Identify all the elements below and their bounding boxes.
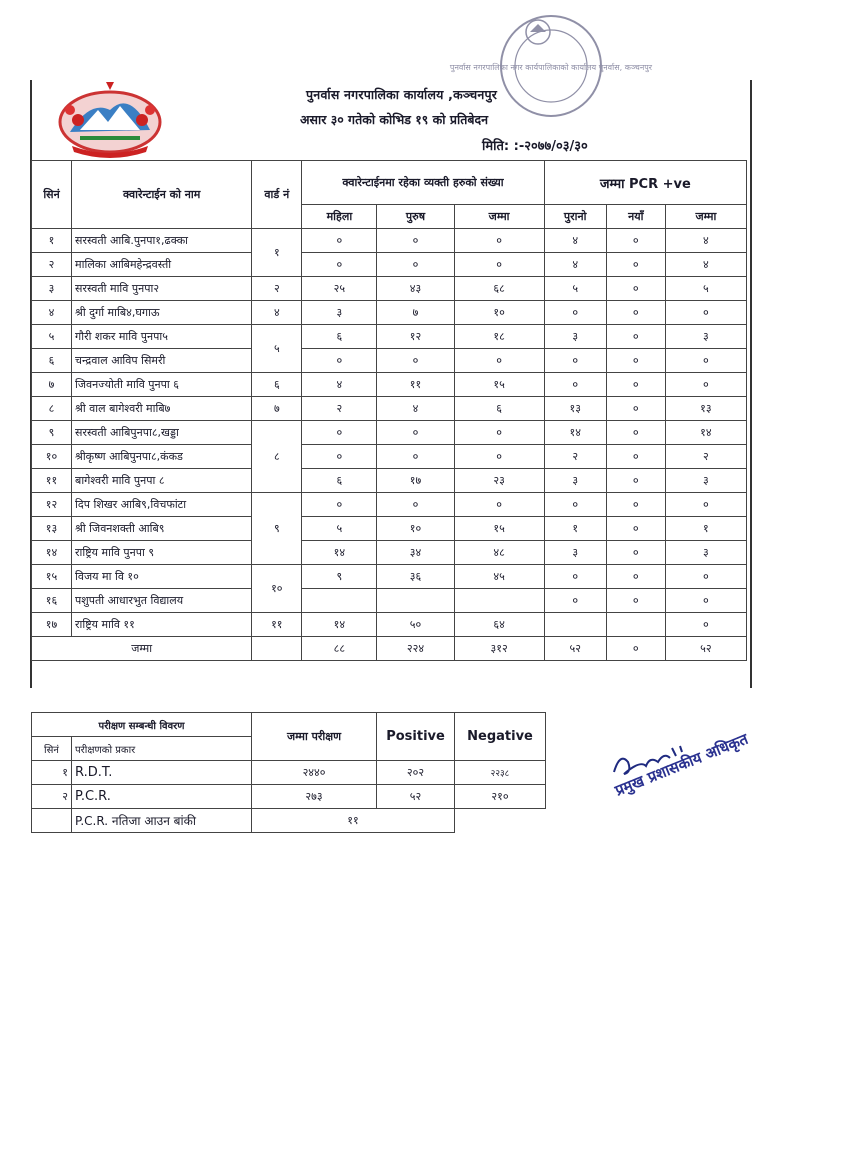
col-test-sn: सिनं <box>32 737 72 761</box>
row-new: ० <box>606 277 665 301</box>
row-sn: १३ <box>32 517 72 541</box>
report-subtitle: असार ३० गतेको कोभिड १९ को प्रतिबेदन <box>300 112 489 127</box>
row-new: ० <box>606 229 665 253</box>
row-pcr-total: ५ <box>665 277 746 301</box>
row-pcr-total: ० <box>665 373 746 397</box>
col-total-tests: जम्मा परीक्षण <box>252 713 377 761</box>
row-male: ७ <box>377 301 454 325</box>
table-row <box>32 469 747 493</box>
row-total: २३ <box>454 469 544 493</box>
row-female: ६ <box>302 325 377 349</box>
row-old: ० <box>544 493 606 517</box>
row-female: ० <box>302 493 377 517</box>
row-ward: ११ <box>252 613 302 637</box>
row-pcr-total: ० <box>665 493 746 517</box>
row-total: ० <box>454 493 544 517</box>
pending-value: ११ <box>252 809 455 833</box>
table-row <box>32 565 747 589</box>
row-sn: ८ <box>32 397 72 421</box>
nepal-emblem-logo <box>50 80 170 158</box>
row-new: ० <box>606 517 665 541</box>
row-total: १५ <box>454 373 544 397</box>
row-female: ३ <box>302 301 377 325</box>
table-row <box>32 517 747 541</box>
row-sn: ३ <box>32 277 72 301</box>
total-new: ० <box>606 637 665 661</box>
row-quarantine-name: श्री वाल बागेश्वरी माबि७ <box>72 397 252 421</box>
row-pcr-total: ० <box>665 565 746 589</box>
total-old: ५२ <box>544 637 606 661</box>
row-total: ४८ <box>454 541 544 565</box>
row-female: २ <box>302 397 377 421</box>
test-group-header: परीक्षण सम्बन्धी विवरण <box>32 713 252 737</box>
col-positive: Positive <box>377 713 455 761</box>
row-male: ३६ <box>377 565 454 589</box>
table-row <box>32 301 747 325</box>
total-row <box>32 637 747 661</box>
row-total: १० <box>454 301 544 325</box>
total-persons: ३१२ <box>454 637 544 661</box>
row-ward: ६ <box>252 373 302 397</box>
row-sn: ९ <box>32 421 72 445</box>
row-male: ४ <box>377 397 454 421</box>
row-ward: ८ <box>252 421 302 493</box>
pending-label: P.C.R. नतिजा आउन बांकी <box>72 809 252 833</box>
office-title: पुनर्वास नगरपालिका कार्यालय ,कञ्चनपुर <box>306 87 498 102</box>
row-pcr-total: १ <box>665 517 746 541</box>
row-old: ३ <box>544 325 606 349</box>
row-pcr-total: ३ <box>665 469 746 493</box>
row-quarantine-name: पशुपती आधारभुत विद्यालय <box>72 589 252 613</box>
row-total <box>454 589 544 613</box>
table-row <box>32 445 747 469</box>
row-old: १४ <box>544 421 606 445</box>
row-ward: ४ <box>252 301 302 325</box>
row-total: ६४ <box>454 613 544 637</box>
row-male: १० <box>377 517 454 541</box>
total-label: जम्मा <box>32 637 252 661</box>
row-male: ३४ <box>377 541 454 565</box>
stamp-text: पुनर्वास नगरपालिका नगर कार्यपालिकाको कार्यालय पुनर्वास, कञ्चनपुर <box>449 63 653 72</box>
quarantine-table-body <box>32 229 747 637</box>
row-sn: २ <box>32 253 72 277</box>
table-row <box>32 421 747 445</box>
table-row <box>32 325 747 349</box>
table-row <box>32 541 747 565</box>
row-pcr-total: ० <box>665 613 746 637</box>
row-pcr-total: ४ <box>665 253 746 277</box>
col-quarantine-name: क्वारेन्टाईन को नाम <box>72 161 252 229</box>
row-total: ० <box>454 229 544 253</box>
row-pcr-total: ३ <box>665 541 746 565</box>
row-pcr-total: १४ <box>665 421 746 445</box>
row-male: ० <box>377 229 454 253</box>
row-old: ५ <box>544 277 606 301</box>
row-male: ५० <box>377 613 454 637</box>
row-total: ६ <box>454 397 544 421</box>
row-quarantine-name: सरस्वती मावि पुनपा२ <box>72 277 252 301</box>
row-female: ४ <box>302 373 377 397</box>
row-old: २ <box>544 445 606 469</box>
row-old: १ <box>544 517 606 541</box>
row-sn: ११ <box>32 469 72 493</box>
row-quarantine-name: श्रीकृष्ण आबिपुनपा८,कंकड <box>72 445 252 469</box>
office-stamp <box>449 12 653 120</box>
row-female: २५ <box>302 277 377 301</box>
test-row-rdt <box>32 761 546 785</box>
row-sn: १५ <box>32 565 72 589</box>
row-male: ११ <box>377 373 454 397</box>
row-quarantine-name: सरस्वती आबि.पुनपा१,ढक्का <box>72 229 252 253</box>
test-positive: ५२ <box>377 785 455 809</box>
row-new: ० <box>606 397 665 421</box>
row-quarantine-name: दिप शिखर आबि९,विचफांटा <box>72 493 252 517</box>
row-pcr-total: ० <box>665 301 746 325</box>
row-new: ० <box>606 301 665 325</box>
row-total: ४५ <box>454 565 544 589</box>
col-test-type: परीक्षणको प्रकार <box>72 737 252 761</box>
row-old: ० <box>544 565 606 589</box>
col-old: पुरानो <box>544 205 606 229</box>
row-ward: ५ <box>252 325 302 373</box>
row-pcr-total: ३ <box>665 325 746 349</box>
row-quarantine-name: बागेश्वरी मावि पुनपा ८ <box>72 469 252 493</box>
row-male: ० <box>377 493 454 517</box>
row-new: ० <box>606 589 665 613</box>
row-quarantine-name: राष्ट्रिय मावि ११ <box>72 613 252 637</box>
row-total: १५ <box>454 517 544 541</box>
row-female: ६ <box>302 469 377 493</box>
col-female: महिला <box>302 205 377 229</box>
row-quarantine-name: चन्द्रवाल आविप सिमरी <box>72 349 252 373</box>
test-details-table <box>31 712 546 833</box>
table-row <box>32 277 747 301</box>
col-ward: वार्ड नं <box>252 161 302 229</box>
total-male: २२४ <box>377 637 454 661</box>
row-pcr-total: ४ <box>665 229 746 253</box>
row-old: ० <box>544 349 606 373</box>
row-sn: ६ <box>32 349 72 373</box>
row-quarantine-name: श्री जिवनशक्ती आबि९ <box>72 517 252 541</box>
row-new: ० <box>606 421 665 445</box>
table-row <box>32 613 747 637</box>
row-quarantine-name: गौरी शकर मावि पुनपा५ <box>72 325 252 349</box>
row-quarantine-name: जिवनज्योती मावि पुनपा ६ <box>72 373 252 397</box>
row-new: ० <box>606 253 665 277</box>
row-male: ० <box>377 421 454 445</box>
row-pcr-total: ० <box>665 589 746 613</box>
row-male: १७ <box>377 469 454 493</box>
designation-label: प्रमुख प्रशासकीय अधिकृत <box>612 729 751 800</box>
row-old: ० <box>544 301 606 325</box>
row-quarantine-name: श्री दुर्गा माबि४,घगाऊ <box>72 301 252 325</box>
test-total: २७३ <box>252 785 377 809</box>
row-total: १८ <box>454 325 544 349</box>
row-male <box>377 589 454 613</box>
row-new: ० <box>606 469 665 493</box>
test-type: P.C.R. <box>72 785 252 809</box>
table-row <box>32 373 747 397</box>
row-female: ० <box>302 445 377 469</box>
table-row <box>32 397 747 421</box>
row-old: ३ <box>544 541 606 565</box>
test-negative: २१० <box>455 785 546 809</box>
row-old: ४ <box>544 229 606 253</box>
row-sn: ५ <box>32 325 72 349</box>
row-quarantine-name: विजय मा वि १० <box>72 565 252 589</box>
test-row-pcr <box>32 785 546 809</box>
row-ward: १ <box>252 229 302 277</box>
total-female: ८८ <box>302 637 377 661</box>
quarantine-table <box>31 160 747 661</box>
row-sn: १६ <box>32 589 72 613</box>
report-date: मिति: :-२०७७/०३/३० <box>482 139 588 154</box>
test-total: २४४० <box>252 761 377 785</box>
col-male: पुरुष <box>377 205 454 229</box>
row-ward: ७ <box>252 397 302 421</box>
row-new: ० <box>606 325 665 349</box>
col-sn: सिनं <box>32 161 72 229</box>
col-negative: Negative <box>455 713 546 761</box>
row-male: ० <box>377 253 454 277</box>
test-row-pending <box>32 809 546 833</box>
row-ward: १० <box>252 565 302 613</box>
col-group-persons: क्वारेन्टाईनमा रहेका व्यक्ती हरुको संख्या <box>302 161 544 205</box>
total-pcr: ५२ <box>665 637 746 661</box>
row-male: १२ <box>377 325 454 349</box>
row-sn: ७ <box>32 373 72 397</box>
row-female: ९ <box>302 565 377 589</box>
row-sn: १ <box>32 229 72 253</box>
test-type: R.D.T. <box>72 761 252 785</box>
test-sn: १ <box>32 761 72 785</box>
row-old: ० <box>544 589 606 613</box>
row-new: ० <box>606 445 665 469</box>
row-total: ० <box>454 421 544 445</box>
test-positive: २०२ <box>377 761 455 785</box>
row-old: ४ <box>544 253 606 277</box>
col-new: नयाँ <box>606 205 665 229</box>
col-total: जम्मा <box>454 205 544 229</box>
row-male: ० <box>377 349 454 373</box>
row-new: ० <box>606 373 665 397</box>
row-female: ० <box>302 421 377 445</box>
row-pcr-total: १३ <box>665 397 746 421</box>
table-row <box>32 589 747 613</box>
row-sn: १४ <box>32 541 72 565</box>
col-pcr-total: जम्मा <box>665 205 746 229</box>
row-quarantine-name: मालिका आबिमहेन्द्रवस्ती <box>72 253 252 277</box>
row-old: ० <box>544 373 606 397</box>
row-female: १४ <box>302 613 377 637</box>
row-sn: १० <box>32 445 72 469</box>
row-new: ० <box>606 565 665 589</box>
row-pcr-total: ० <box>665 349 746 373</box>
row-old: १३ <box>544 397 606 421</box>
row-female: ० <box>302 349 377 373</box>
col-group-pcr: जम्मा PCR +ve <box>544 161 746 205</box>
row-male: ४३ <box>377 277 454 301</box>
row-old: ३ <box>544 469 606 493</box>
row-total: ० <box>454 445 544 469</box>
row-total: ० <box>454 253 544 277</box>
row-new: ० <box>606 493 665 517</box>
row-quarantine-name: राष्ट्रिय मावि पुनपा ९ <box>72 541 252 565</box>
row-female: १४ <box>302 541 377 565</box>
row-sn: ४ <box>32 301 72 325</box>
row-sn: १७ <box>32 613 72 637</box>
document-header <box>30 80 748 160</box>
row-old <box>544 613 606 637</box>
table-row <box>32 229 747 253</box>
row-female: ० <box>302 229 377 253</box>
row-sn: १२ <box>32 493 72 517</box>
row-ward: २ <box>252 277 302 301</box>
row-female: ० <box>302 253 377 277</box>
table-row <box>32 253 747 277</box>
row-female: ५ <box>302 517 377 541</box>
row-quarantine-name: सरस्वती आबिपुनपा८,खड्डा <box>72 421 252 445</box>
row-total: ६८ <box>454 277 544 301</box>
row-male: ० <box>377 445 454 469</box>
test-negative: २२३८ <box>455 761 546 785</box>
row-new <box>606 613 665 637</box>
row-new: ० <box>606 349 665 373</box>
row-female <box>302 589 377 613</box>
table-row <box>32 493 747 517</box>
row-pcr-total: २ <box>665 445 746 469</box>
table-row <box>32 349 747 373</box>
row-new: ० <box>606 541 665 565</box>
row-total: ० <box>454 349 544 373</box>
test-sn: २ <box>32 785 72 809</box>
row-ward: ९ <box>252 493 302 565</box>
